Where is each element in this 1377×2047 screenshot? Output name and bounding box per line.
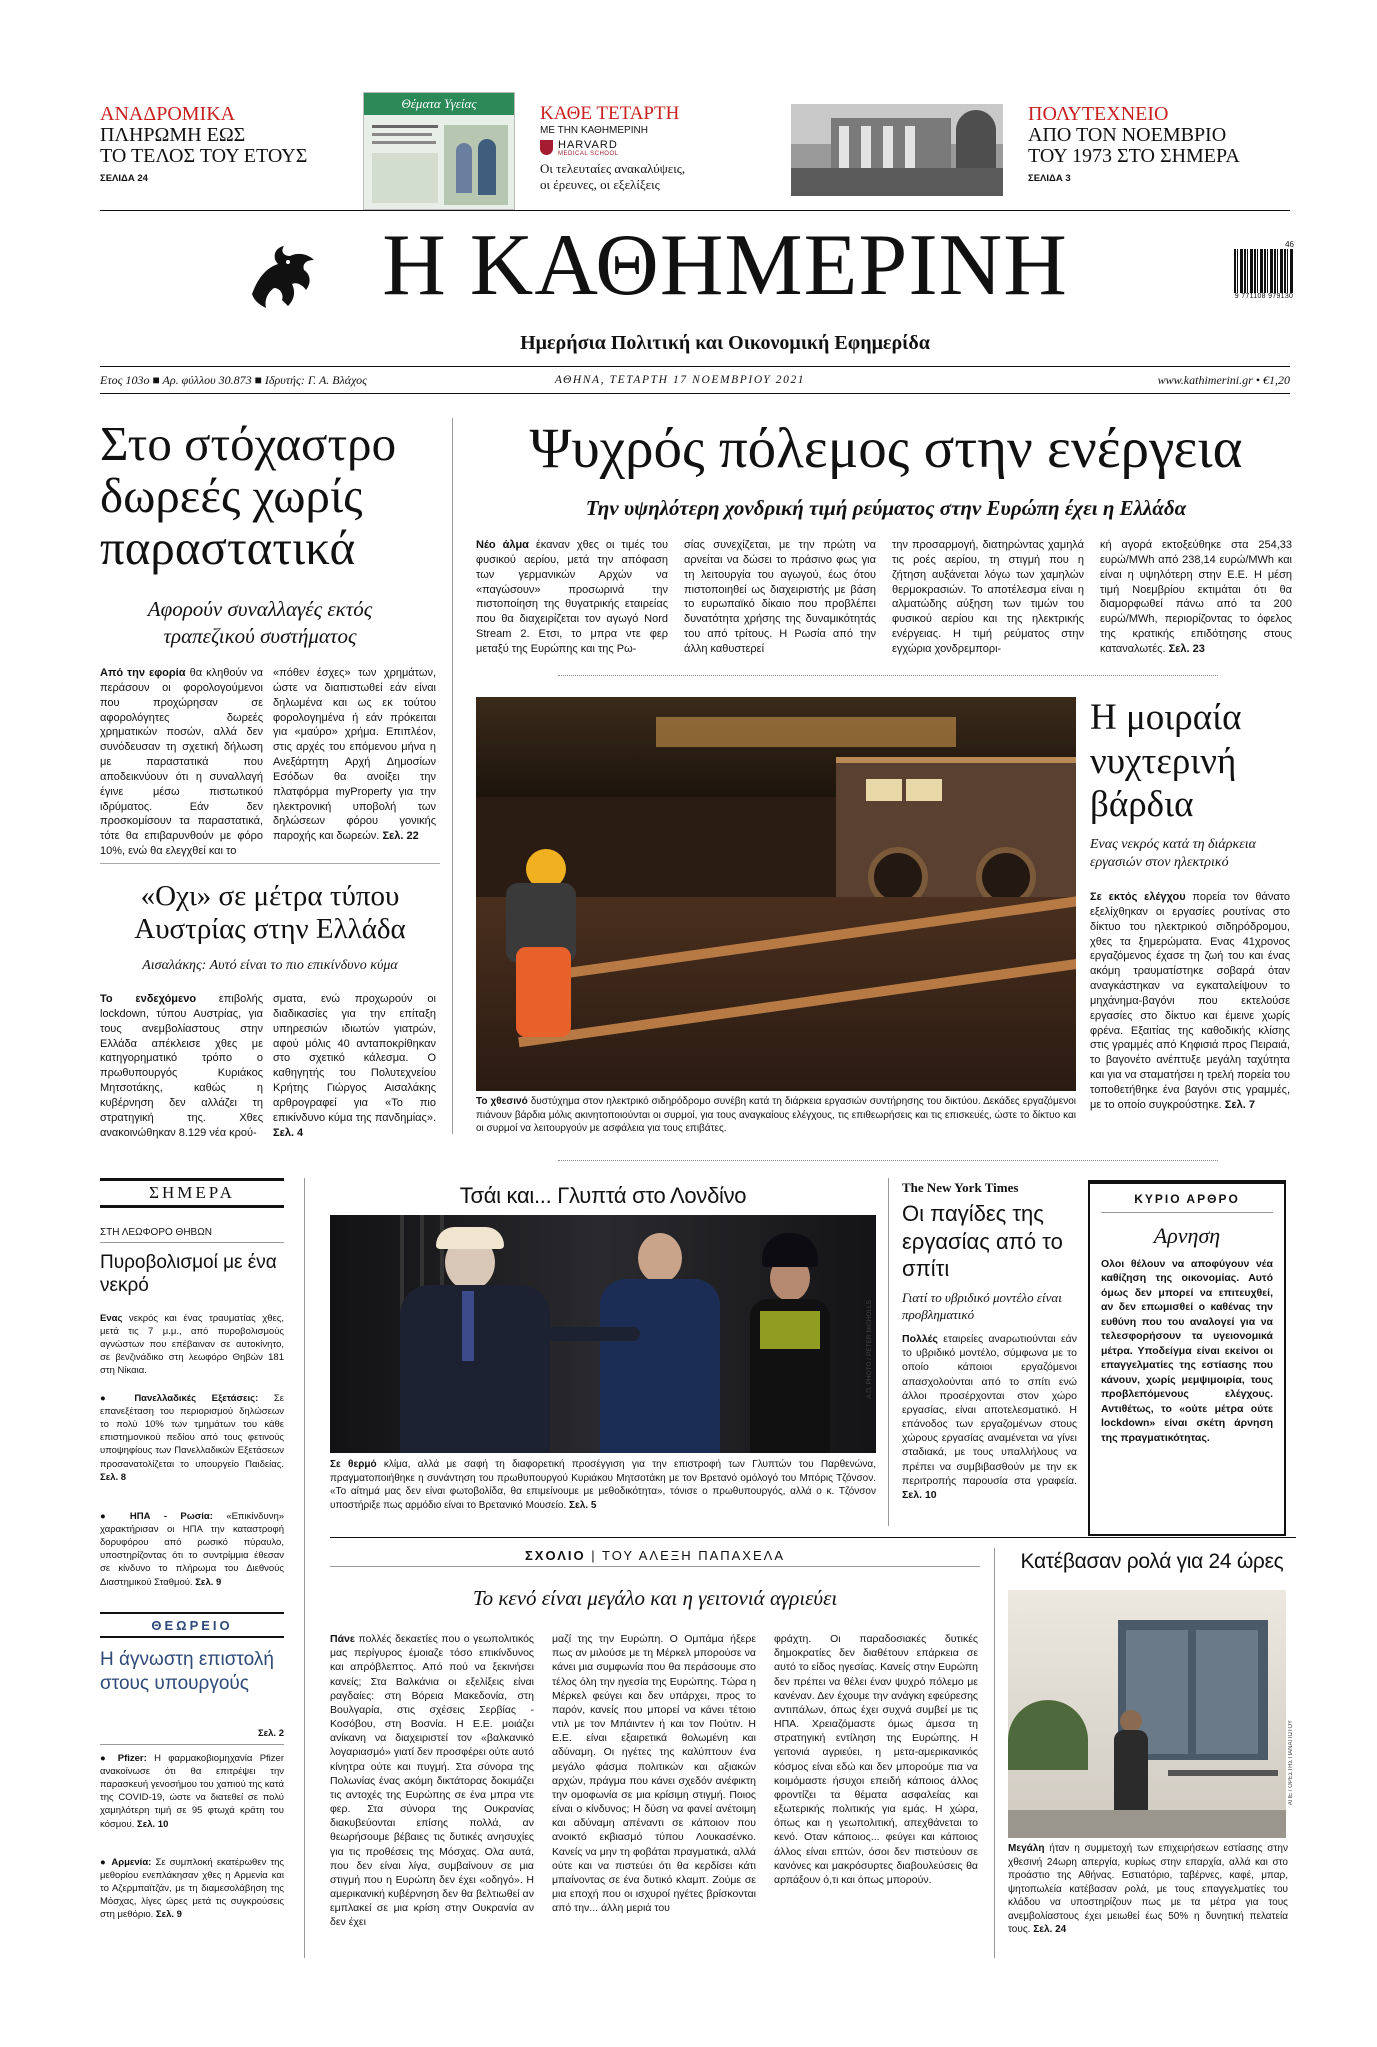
strike-photo-caption: Μεγάλη ήταν η συμμετοχή των επιχειρήσεων εστίασης στην χθεσινή 24ωρη απεργία, κυρίως στην επαρχία, αλλά και στο προάστιο της Αθήνας. Εστιατόριο, ταβέρνες, καφέ, μπαρ, ψητοπωλεία κατέβασαν ρολά, με τους επαγγελματίες του κλάδου να υποστηρίζουν πως με τα μέτρα για τους ανεμβολίαστους έχει μειωθεί έως 50% η δυνητική πελατεία τους. Σελ. 24	[1008, 1843, 1288, 1935]
promo-page: ΣΕΛΙΔΑ 3	[1028, 173, 1071, 184]
magazine-title: Θέματα Υγείας	[364, 93, 514, 115]
promo-line: ΤΟ ΤΕΛΟΣ ΤΟΥ ΕΤΟΥΣ	[100, 145, 308, 167]
promo-page: ΣΕΛΙΔΑ 24	[100, 173, 148, 184]
promo-line: ΠΛΗΡΩΜΗ ΕΩΣ	[100, 124, 246, 146]
london-photo-caption: Σε θερμό κλίμα, αλλά με σαφή τη διαφορετική προσέγγιση για την επιστροφή των Γλυπτών του Παρθενώνα, πραγματοποιήθηκε η συνάντηση του πρωθυπουργού Κυριάκου Μητσοτάκη με τον Βρετανό ομόλογό του Μπόρις Τζόνσον. «Το αίτημά μας δεν είναι φωτοβολίδα, θα επιμείνουμε με μεθοδικότητα», τόνισε ο πρωθυπουργός, αλλά ο κ. Τζόνσον υποστήριξε πως αρμόδιο είναι το Βρετανικό Μουσείο. Σελ. 5	[330, 1459, 876, 1511]
website-price[interactable]: www.kathimerini.gr • €1,20	[1157, 373, 1290, 387]
brief-armenia[interactable]: ● Αρμενία: Σε συμπλοκή εκατέρωθεν της μεθορίου ενεπλάκησαν χθες η Αρμενία και το Αζερμπαϊτζάν, με τη διαμεσολάβηση της Μόσχας, λίγες ώρες μετά τις συγκρούσεις στη μεθόριο. Σελ. 9	[100, 1857, 284, 1921]
headline-shooting[interactable]: Πυροβολισμοί με ένα νεκρό	[100, 1252, 277, 1296]
bullet-icon: ●	[100, 1753, 111, 1764]
body-donations-col2: «πόθεν έσχες» των χρημάτων, ώστε να διαπιστωθεί εάν είναι δηλωμένα και ως εκ τούτου φορολογημένα ή εάν πρόκειται για «μαύρο» χρήμα. Επιπλέον, στις αρχές του επόμενου μήνα η Ανεξάρτητη Αρχή Δημοσίων Εσόδων θα ανοίξει την πλατφόρμα myProperty για την ηλεκτρονική υποβολή των δηλώσεων φόρου γονικής παροχής και δωρεών. Σελ. 22	[273, 667, 436, 843]
masthead-title[interactable]: Η ΚΑΘΗΜΕΡΙΝΗ	[382, 217, 1068, 314]
masthead-subtitle: Ημερήσια Πολιτική και Οικονομική Εφημερίδα	[520, 332, 930, 354]
headline-night-shift[interactable]: Η μοιραία νυχτερινή βάρδια	[1090, 697, 1242, 826]
bullet-icon: ●	[100, 1511, 117, 1522]
harvard-sub: MEDICAL SCHOOL	[558, 150, 619, 157]
bullet-icon: ●	[100, 1857, 108, 1868]
closed-shops-photo	[1008, 1590, 1286, 1838]
theoreio-label: ΘΕΩΡΕΙΟ	[151, 1618, 233, 1633]
promo-pension[interactable]	[100, 104, 330, 184]
headline-strike[interactable]: Κατέβασαν ρολά για 24 ώρες	[1020, 1550, 1284, 1573]
deck-night-shift: Ενας νεκρός κατά τη διάρκεια εργασιών στον ηλεκτρικό	[1090, 837, 1256, 871]
body-austria-col1: Το ενδεχόμενο επιβολής lockdown, τύπου Αυστρίας, για τους ανεμβολίαστους στην Ελλάδα απέκλεισε χθες με κατηγορηματικό τρόπο ο πρωθυπουργός Κυριάκος Μητσοτάκης, καθώς η κυβέρνηση δεν αλλάζει τη στρατηγική της. Χθες ανακοινώθηκαν 8.129 νέα κρού-	[100, 993, 263, 1139]
body-donations-col1: Από την εφορία θα κληθούν να περάσουν οι φορολογούμενοι που προχώρησαν σε αφορολόγητες δωρεές χρηματικών ποσών, αλλά δεν συνόδευσαν τη σχετική δήλωση με παραστατικά που αποδεικνύουν ότι η συναλλαγή έγινε μέσω πιστωτικού ιδρύματος. Εάν δεν προσκομίσουν τα παραστατικά, τότε θα επιβαρυνθούν με φόρο 10%, ενώ θα ελεγχθεί και το	[100, 667, 263, 858]
body-energy-col2: σίας συνεχίζεται, με την πρώτη να αρνείται να δώσει το πράσινο φως για τη λειτουργία του αγωγού, έως ότου πιστοποιηθεί ως διαχειριστής με βάση το ευρωπαϊκό δίκαιο που προβλέπει δυνατότητα χρήσης της δυναμικότητάς του από τρίτους. Η Ρωσία από την άλλη καθυστερεί	[684, 539, 876, 655]
comment-byline: ΣΧΟΛΙΟ | ΤΟΥ ΑΛΕΞΗ ΠΑΠΑΧΕΛΑ	[524, 1548, 786, 1563]
headline-wfh[interactable]: Οι παγίδες της εργασίας από το σπίτι	[902, 1201, 1063, 1281]
divider	[100, 210, 1290, 211]
dateline: ΑΘΗΝΑ, ΤΕΤΑΡΤΗ 17 ΝΟΕΜΒΡΙΟΥ 2021	[554, 374, 806, 386]
body-austria-col2: σματα, ενώ προχωρούν οι διαδικασίες για την επίταξη υπηρεσιών ιδιωτών γιατρών, αφού μόλις 40 ανταποκρίθηκαν στο σχετικό κάλεσμα. Ο καθηγητής του Πολυτεχνείου Κρήτης Γιώργος Αισαλάκης αρθρογραφεί για «Το πιο επικίνδυνο κύμα της πανδημίας». Σελ. 4	[273, 993, 436, 1139]
page-ref: Σελ. 23	[1168, 642, 1205, 655]
body-night-shift: Σε εκτός ελέγχου πορεία τον θάνατο εξελίχθηκαν οι εργασίες ρουτίνας στο δίκτυο του ηλεκτρικού σιδηρόδρομου, χθες τα ξημερώματα. Ενας 41χρονος εργαζόμενος έχασε τη ζωή του και ένας ακόμη τραυματίστηκε σοβαρά όταν αναγκάστηκαν να εγκαταλείψουν το μηχάνημα-βαγόνι που εκτελούσε εργασίες στο δίκτυο και έμεινε χωρίς φρένα. Εξαιτίας της καθοδικής κλίσης στις γραμμές από Κηφισιά προς Πειραιά, το βαγονέτο ανέπτυξε μεγάλη ταχύτητα και για να σταματήσει η τρελή πορεία του τοποθετήθηκε ένα βαγόνι στις γραμμές, με το οποίο συγκρούστηκε. Σελ. 7	[1090, 891, 1290, 1111]
deck-donations: Αφορούν συναλλαγές εκτός τραπεζικού συστήματος	[147, 597, 373, 649]
headline-austria[interactable]: «Οχι» σε μέτρα τύπου Αυστρίας στην Ελλάδα	[134, 880, 406, 946]
deck-energy: Την υψηλότερη χονδρική τιμή ρεύματος στην Ευρώπη έχει η Ελλάδα	[585, 496, 1187, 520]
deck-wfh: Γιατί το υβριδικό μοντέλο είναι προβληματικό	[902, 1290, 1062, 1322]
polytechnic-photo	[791, 104, 1003, 196]
railway-accident-photo	[476, 697, 1076, 1091]
photo-credit: ΑΠΕ / ΟΡΕΣΤΗΣ ΠΑΝΑΓΙΩΤΟΥ	[1288, 1720, 1294, 1806]
railway-photo-caption: Το χθεσινό δυστύχημα στον ηλεκτρικό σιδηρόδρομο συνέβη κατά τη διάρκεια εργασιών συντήρησης του δικτύου. Δεκάδες εργαζόμενοι πιάνουν βάρδια μόλις ακινητοποιούνται οι συρμοί, για τους αναγκαίους ελέγχους, τις επιθεωρήσεις και τις επισκευές, ώστε το δίκτυο και οι συρμοί να λειτουργούν με ασφάλεια για τους επιβάτες.	[476, 1096, 1076, 1134]
body-energy-col1: Νέο άλμα έκαναν χθες οι τιμές του φυσικού αερίου, μετά την απόφαση των γερμανικών Αρχών να «παγώσουν» προσωρινά την πιστοποίηση της θυγατρικής εταιρείας που θα διαχειρίζεται τον αγωγό Nord Stream 2. Ετσι, το μπρα ντε φερ μεταξύ της Ευρώπης και της Ρω-	[476, 539, 668, 655]
promo-desc: οι έρευνες, οι εξελίξεις	[540, 176, 660, 192]
headline-energy[interactable]: Ψυχρός πόλεμος στην ενέργεια	[529, 417, 1243, 480]
brief-pfizer[interactable]: ● Pfizer: Η φαρμακοβιομηχανία Pfizer ανακοίνωσε ότι θα επιτρέψει την παρασκευή γενοσήμου του χαπιού της κατά της COVID-19, ώστε να διατεθεί σε πολύ χαμηλότερη τιμή σε 95 φτωχά κράτη του κόσμου. Σελ. 10	[100, 1753, 284, 1830]
today-section: ΣΤΗ ΛΕΩΦΟΡΟ ΘΗΒΩΝ	[100, 1227, 212, 1238]
brief-usa-russia[interactable]: ● ΗΠΑ - Ρωσία: «Επικίνδυνη» χαρακτήρισαν οι ΗΠΑ την καταστροφή δορυφόρου από ρωσικό πύραυλο, υποστηρίζοντας ότι το συντρίμμια έθεσαν σε κίνδυνο το πλήρωμα του Διεθνούς Διαστημικού Σταθμού. Σελ. 9	[100, 1511, 285, 1588]
promo-harvard[interactable]	[540, 104, 760, 192]
today-title: ΣΗΜΕΡΑ	[149, 1183, 235, 1202]
page-ref: Σελ. 4	[273, 1126, 304, 1139]
editorial-body: Ολοι θέλουν να αποφύγουν νέα καθίζηση της οικονομίας. Αυτό όμως δεν μπορεί να επιτευχθεί, αν δεν επωμισθεί ο καθένας την ευθύνη που του αναλογεί για να τελεσφορήσουν τα υγειονομικά μέτρα. Υποδείγμα είναι εκείνοι οι επαγγελματίες της εστίασης που κάνουν, χωρίς μεμψιμοιρία, τους προβλεπόμενους ελέγχους. Αντιθέτως, το «ούτε μέτρα ούτε lockdown» είναι σκέτη άρνηση της πραγματικότητας.	[1101, 1258, 1273, 1444]
body-energy-col4: κή αγορά εκτοξεύθηκε στα 254,33 ευρώ/MWh από 238,14 ευρώ/MWh και είναι η υψηλότερη στην Ε.Ε. Η μέση τιμή Νοεμβρίου εκτιμάται ότι θα διαμορφωθεί πάνω από τα 200 ευρώ/MWh, περιορίζοντας το όφελος της κρατικής επιδότησης στους καταναλωτές. Σελ. 23	[1100, 539, 1292, 655]
johnson-mitsotakis-photo	[330, 1215, 876, 1453]
issue-number: 46	[1285, 240, 1294, 249]
promo-sub: ΜΕ ΤΗΝ ΚΑΘΗΜΕΡΙΝΗ	[540, 124, 648, 136]
headline-donations[interactable]: Στο στόχαστρο δωρεές χωρίς παραστατικά	[100, 416, 397, 575]
theoreio-headline[interactable]: Η άγνωστη επιστολή στους υπουργούς	[100, 1649, 274, 1694]
page-ref: Σελ. 22	[382, 830, 419, 843]
headline-london[interactable]: Τσάι και... Γλυπτά στο Λονδίνο	[459, 1183, 747, 1208]
body-comment-col2: μαζί της την Ευρώπη. Ο Ομπάμα ήξερε πως αν μιλούσε με τη Μέρκελ μπορούσε να κάνει μια συμφωνία που θα περάσουμε στο τέλος όλη την ηγεσία της Ευρώπης. Τώρα η Μέρκελ φεύγει και δεν υπάρχει, προς το παρόν, κανείς που μπορεί να κάνει τέτοιο ντιλ με τον Μπάιντεν ή και τον Πούτιν. Η Ε.Ε. είναι εξαιρετικά θολωμένη και αδύναμη. Οι ηγέτες της καλύπτουν ένα μεγάλο φάσμα πολιτικών και αξιακών αρχών, πράγμα που κάνει σχεδόν ανέφικτη την ομοφωνία σε μια κρίσιμη στιγμή. Ποιος είναι ο κίνδυνος; Η δύση να φανεί ανέτοιμη και αδύναμη απέναντι σε κάποιον που ανοικτό εκβιασμό τύπου Λουκασένκο. Κανείς να μην τη φοβάται πραγματικά, αλλά ούτε και να πιστεύει ότι θα κερδίσει κάτι μπαίνοντας σε ένα δυτικό κλαμπ. Ζούμε σε μια εποχή που οι ισχυροί ηγέτες βρίσκονται από την... άλλη μεριά του	[552, 1633, 756, 1915]
page-ref: Σελ. 7	[1224, 1098, 1255, 1111]
brief-exams[interactable]: ● Πανελλαδικές Εξετάσεις: Σε επανεξέταση του περιορισμού δηλώσεων το πολύ 10% των τμημάτων του κάθε επιστημονικού πεδίου από τους φετινούς υποψηφίους των Πανελλαδικών Εξετάσεων προσανατολίζεται το υπουργείο Παιδείας. Σελ. 8	[100, 1393, 284, 1483]
page-ref: Σελ. 10	[902, 1488, 937, 1501]
body-shooting: Ενας νεκρός και ένας τραυματίας χθες, μετά τις 7 μ.μ., από πυροβολισμούς αγνώστων που επέβαιναν σε αυτοκίνητο, σε βενζινάδικο στη λεωφόρο Θηβών 181 στη Νίκαια.	[100, 1313, 285, 1377]
page-ref: Σελ. 5	[568, 1499, 597, 1511]
body-comment-col3: φράχτη. Οι παραδοσιακές δυτικές δημοκρατίες δεν διαθέτουν επάρκεια σε αυτό το είδος ηγεσίας. Κανείς στην Ευρώπη δεν πρέπει να θέλει έναν ψυχρό πόλεμο με κανέναν. Δεν έχουμε την ανάγκη εφεύρεσης αντιπάλων, όπως έχει συχνά συμβεί με τις ΗΠΑ. Χρειαζόμαστε όμως άμεσα τη στρατηγική εντίληση της Ευρώπης. Η γειτονιά αγριεύει, η μετα-αμερικανικός κόσμος είναι εδώ και δεν μπορούμε πια να κοιμόμαστε ήσυχοι επειδή κάποιος άλλος φροντίζει τα θέματα ασφαλείας και εξωτερικής πολιτικής για εμάς. Η χώρα, όπως και η γεωπολιτική, απεχθάνεται το κενό. Οταν κάποιος... φεύγει και κάποιος άλλος είναι επτών, όσοι δεν πιστεύουν σε κανόνες και μακρόσυρτες διαβουλεύσεις θα αρπάξουν ό,τι και όπως μπορούν.	[774, 1633, 978, 1886]
promo-kicker: ΠΟΛΥΤΕΧΝΕΙΟ	[1028, 103, 1169, 125]
editorial-box[interactable]	[1088, 1180, 1286, 1536]
editorial-title: Αρνηση	[1153, 1223, 1221, 1248]
harvard-name: HARVARD	[558, 138, 618, 151]
editorial-label: ΚΥΡΙΟ ΑΡΘΡΟ	[1134, 1192, 1240, 1206]
nyt-brand: The New York Times	[902, 1180, 1019, 1195]
body-comment-col1: Πάνε πολλές δεκαετίες που ο γεωπολιτικός μας περίγυρος έμοιαζε τόσο επικίνδυνος και απρόβλεπτος. Από πού να ξεκινήσει κανείς; Στα Βαλκάνια οι εξελίξεις είναι ραγδαίες: στη Βόρεια Μακεδονία, στη Βουλγαρία, στις σχέσεις Σερβίας - Κοσόβου, στη Βοσνία. Η Ε.Ε. μοιάζει ανίκανη να διαχειριστεί τον «βαλκανικό λογαριασμό» γιατί δεν προσφέρει ούτε αυτό κίνητρα ούτε και πυγμή. Στα σύνορα της Πολωνίας ένας ακόμη δικτάτορας δοκιμάζει τις αντοχές της Ευρώπης σε ένα μπρα ντε φερ. Στα σύνορα της Ουκρανίας διακυβεύονται επίσης πολλά, αν θεωρήσουμε βέβαιες τις δυτικές ανησυχίες για τις προθέσεις της Μόσχας. Ολα αυτά, που δεν είναι λίγα, συμβαίνουν σε μια στιγμή που η Ευρώπη δεν έχει «οδηγό». Η αμερικανική κυβέρνηση δεν θα βελτιωθεί αν εμπλακεί σε μια κρίση στην Ουκρανία αν δεν έχει	[330, 1633, 534, 1929]
barcode-number: 9 771108 979130	[1234, 293, 1294, 300]
body-energy-col3: την προσαρμογή, διατηρώντας χαμηλά τις ροές αερίου, τη στιγμή που η ζήτηση αυξάνεται λόγω των χαμηλών θερμοκρασιών. Το αποτέλεσμα είναι η αλματώδης αύξηση των τιμών του φυσικού αερίου και της ηλεκτρικής ενέργειας. Η τιμή ρεύματος στην εγχώρια χονδρεμπορι-	[892, 539, 1084, 655]
body-wfh: Πολλές εταιρείες αναρωτιούνται εάν το υβριδικό μοντέλο, σύμφωνα με το οποίο κάποιοι εργαζόμενοι απασχολούνται από το σπίτι ενώ άλλοι προσέρχονται στον χώρο εργασίας, είναι αποτελεσματικό. Η επάνοδος των εργαζομένων στους χώρους εργασίας αναμένεται να γίνει σταδιακά, με τους υπαλλήλους να πρέπει να συμβιβασθούν με την εκ περιτροπής παρουσία στα γραφεία. Σελ. 10	[902, 1333, 1078, 1501]
barcode	[1234, 240, 1294, 302]
promo-line: ΤΟΥ 1973 ΣΤΟ ΣΗΜΕΡΑ	[1028, 145, 1240, 167]
harvard-shield-icon	[540, 140, 553, 155]
magazine-cover-image	[363, 92, 515, 210]
promo-polytechnic[interactable]	[1028, 104, 1268, 184]
page-ref: Σελ. 2	[257, 1728, 284, 1739]
bullet-icon: ●	[100, 1393, 119, 1404]
promo-kicker: ΑΝΑΔΡΟΜΙΚΑ	[100, 103, 236, 125]
griffin-logo-icon	[244, 238, 324, 316]
photo-credit: Α.Π. PHOTO / PETER NICHOLLS	[866, 1300, 873, 1399]
promo-desc: Οι τελευταίες ανακαλύψεις,	[540, 160, 686, 176]
promo-line: ΑΠΟ ΤΟΝ ΝΟΕΜΒΡΙΟ	[1028, 124, 1227, 146]
headline-comment[interactable]: Το κενό είναι μεγάλο και η γειτονιά αγριεύει	[472, 1586, 838, 1610]
deck-austria: Αισαλάκης: Αυτό είναι το πιο επικίνδυνο κύμα	[142, 958, 398, 973]
promo-kicker: ΚΑΘΕ ΤΕΤΑΡΤΗ	[540, 103, 680, 124]
issue-info: Ετος 103ο ■ Αρ. φύλλου 30.873 ■ Ιδρυτής: Γ. Α. Βλάχος	[100, 373, 367, 387]
page-ref: Σελ. 24	[1033, 1924, 1067, 1935]
